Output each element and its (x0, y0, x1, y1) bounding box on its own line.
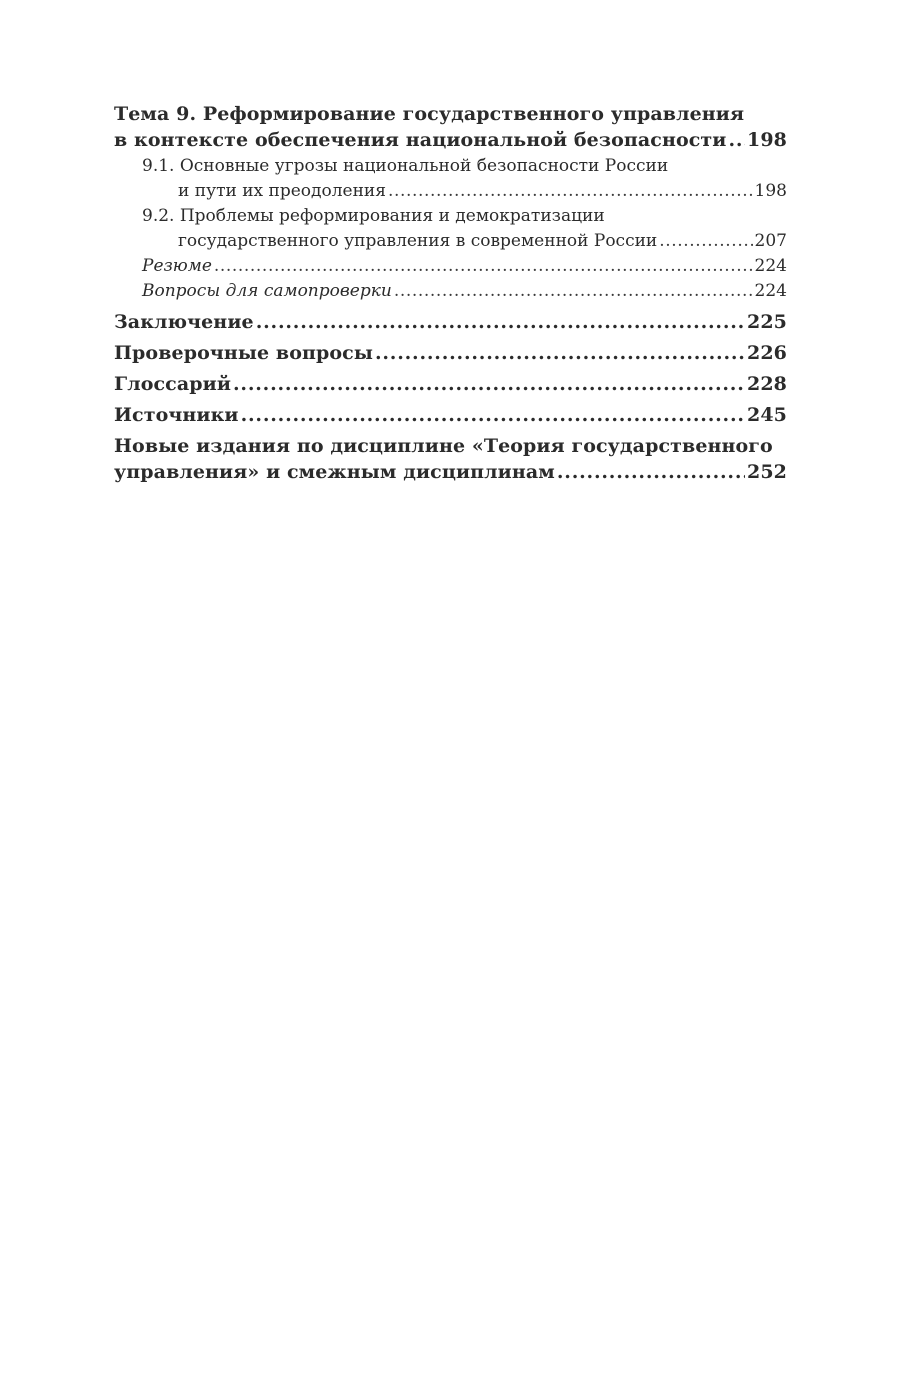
dot-leader (233, 371, 745, 397)
dot-leader (214, 254, 753, 279)
dot-leader (557, 459, 745, 485)
toc-entry-title-line2: в контексте обеспечения национальной безопасности (114, 129, 727, 151)
toc-entry-new-editions[interactable] (114, 433, 787, 485)
toc-entry-leader-line (142, 229, 787, 254)
toc-page-number: 224 (754, 256, 787, 276)
toc-entry-conclusion[interactable] (114, 309, 787, 335)
toc-entry-leader-line (142, 279, 787, 304)
toc-page-number: 224 (754, 281, 787, 301)
toc-entry-leader-line (114, 459, 787, 485)
toc-entry-title-line1: Новые издания по дисциплине «Теория государственного (114, 435, 773, 457)
toc-entry-title: Вопросы для самопроверки (142, 281, 392, 301)
toc-entry-leader-line (114, 309, 787, 335)
toc-page-number: 198 (747, 129, 787, 151)
toc-page-number: 228 (747, 373, 787, 395)
toc-page-number: 252 (747, 461, 787, 483)
toc-page-number: 226 (747, 342, 787, 364)
toc-entry-leader-line (114, 127, 787, 153)
toc-entry-9-1[interactable] (114, 154, 787, 204)
toc-page-number: 198 (754, 181, 787, 201)
toc-entry-title: Глоссарий (114, 373, 232, 395)
toc-entry-title: Проверочные вопросы (114, 342, 373, 364)
table-of-contents (114, 101, 787, 485)
toc-entry-topic-9[interactable] (114, 101, 787, 153)
dot-leader (728, 127, 745, 153)
toc-entry-title-line1: Тема 9. Реформирование государственного управления (114, 103, 745, 125)
toc-entry-title-line1: 9.1. Основные угрозы национальной безопасности России (142, 156, 669, 176)
toc-page-number: 245 (747, 404, 787, 426)
toc-entry-title-line2: государственного управления в современной России (178, 231, 658, 251)
toc-entry-sources[interactable] (114, 402, 787, 428)
dot-leader (241, 402, 745, 428)
dot-leader (375, 340, 745, 366)
dot-leader (394, 279, 753, 304)
toc-entry-title-line2: управления» и смежным дисциплинам (114, 461, 555, 483)
dot-leader (256, 309, 745, 335)
toc-entry-title: Заключение (114, 311, 254, 333)
toc-entry-title-line2: и пути их преодоления (178, 181, 386, 201)
toc-entry-title: Резюме (142, 256, 212, 276)
toc-entry-glossary[interactable] (114, 371, 787, 397)
toc-entry-leader-line (114, 340, 787, 366)
toc-entry-leader-line (114, 402, 787, 428)
toc-page-number: 225 (747, 311, 787, 333)
dot-leader (388, 179, 753, 204)
toc-entry-summary[interactable] (114, 254, 787, 279)
dot-leader (659, 229, 752, 254)
toc-entry-9-2[interactable] (114, 204, 787, 254)
toc-entry-self-check[interactable] (114, 279, 787, 304)
toc-entry-leader-line (142, 179, 787, 204)
toc-entry-test-questions[interactable] (114, 340, 787, 366)
toc-entry-title: Источники (114, 404, 239, 426)
toc-entry-leader-line (114, 371, 787, 397)
toc-entry-leader-line (142, 254, 787, 279)
toc-page-number: 207 (754, 231, 787, 251)
toc-entry-title-line1: 9.2. Проблемы реформирования и демократизации (142, 206, 605, 226)
